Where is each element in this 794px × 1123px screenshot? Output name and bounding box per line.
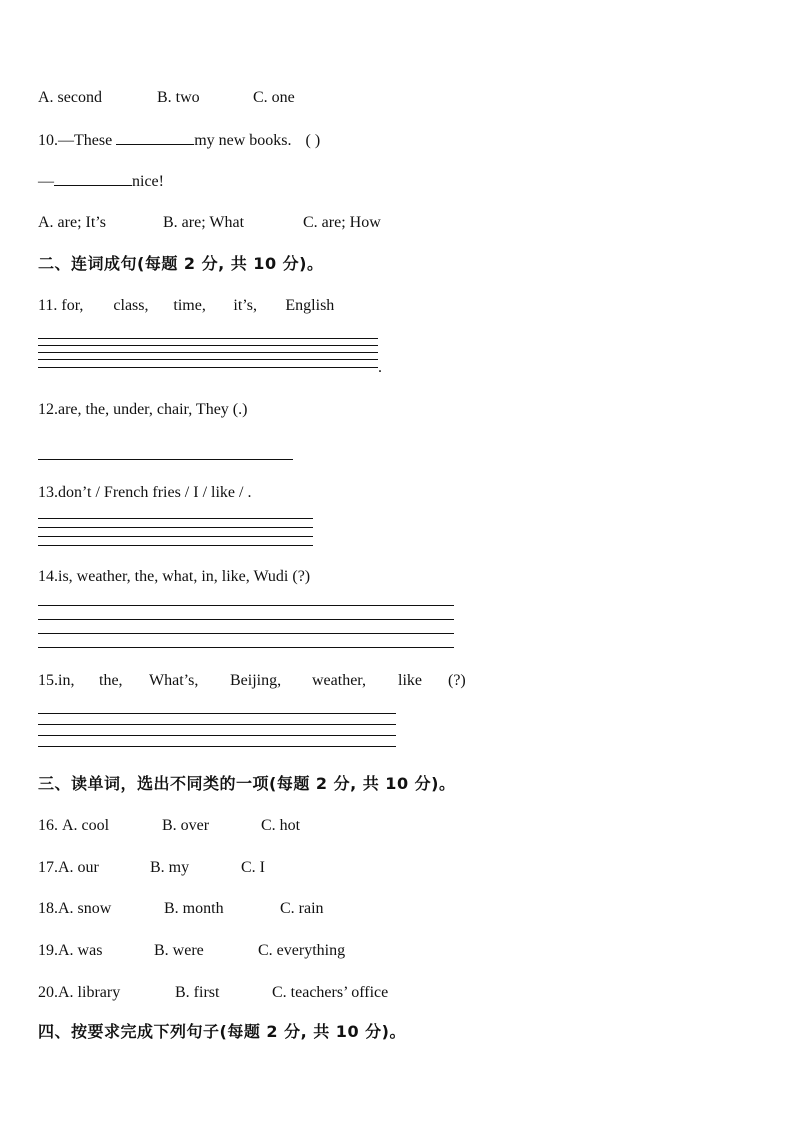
q11-answer-line	[38, 352, 378, 353]
q10-option-b: B. are; What	[163, 214, 245, 231]
q15-word: What’s,	[149, 672, 199, 689]
section4-title: 四、按要求完成下列句子(每题 2 分, 共 10 分)。	[38, 1022, 406, 1041]
q10-response	[38, 171, 164, 192]
q12-answer-line	[38, 459, 293, 460]
q19-number: 19.	[38, 942, 58, 959]
q17-option-c: C. I	[241, 859, 265, 876]
q18-number: 18.	[38, 900, 58, 917]
q13-words	[38, 483, 251, 503]
q16-option-a: A. cool	[62, 817, 110, 834]
q20-option-c: C. teachers’ office	[272, 984, 389, 1001]
q11-answer-line	[38, 359, 378, 360]
q20-option-a: A. library	[58, 984, 121, 1001]
q11-word: class,	[113, 297, 149, 314]
section2-title: 二、连词成句(每题 2 分, 共 10 分)。	[38, 254, 324, 273]
q11-word: for,	[61, 297, 84, 314]
q13-answer-line	[38, 518, 313, 519]
q13-answer-line	[38, 545, 313, 546]
q14-answer-line	[38, 633, 454, 634]
q10-option-a: A. are; It’s	[38, 214, 106, 231]
q18-option-b: B. month	[164, 900, 224, 917]
section3-title: 三、读单词，选出不同类的一项(每题 2 分, 共 10 分)。	[38, 774, 456, 793]
q9-option-b: B. two	[157, 89, 200, 106]
q20-row	[38, 983, 388, 1003]
q20-number: 20.	[38, 984, 58, 1001]
q18-option-c: C. rain	[280, 900, 324, 917]
q15-answer-line	[38, 746, 396, 747]
q18-option-a: A. snow	[58, 900, 112, 917]
q16-number: 16.	[38, 817, 58, 834]
q15-word: in,	[58, 672, 75, 689]
q10-option-c: C. are; How	[303, 214, 381, 231]
q16-row	[38, 816, 300, 836]
q19-option-a: A. was	[58, 942, 103, 959]
q17-option-a: A. our	[58, 859, 99, 876]
q10-answer-paren: ( )	[305, 132, 321, 149]
q13-word-list: don’t / French fries / I / like / .	[58, 484, 252, 501]
q17-option-b: B. my	[150, 859, 190, 876]
q14-number: 14.	[38, 568, 58, 585]
q10-prefix: 10.—These	[38, 132, 117, 149]
q17-number: 17.	[38, 859, 58, 876]
q19-option-c: C. everything	[258, 942, 346, 959]
q15-word: (?)	[448, 672, 466, 689]
q19-row	[38, 941, 345, 961]
q10-blank-1	[116, 130, 194, 145]
q13-answer-line	[38, 527, 313, 528]
q9-options	[38, 88, 295, 108]
q11-number: 11.	[38, 297, 58, 314]
q11-word: it’s,	[233, 297, 257, 314]
q15-answer-line	[38, 713, 396, 714]
q15-word: like	[398, 672, 422, 689]
q19-option-b: B. were	[154, 942, 204, 959]
q12-number: 12.	[38, 401, 58, 418]
q15-answer-line	[38, 735, 396, 736]
q17-row	[38, 858, 265, 878]
q15-word: Beijing,	[230, 672, 282, 689]
q15-words	[38, 671, 466, 691]
q9-option-c: C. one	[253, 89, 295, 106]
q9-option-a: A. second	[38, 89, 102, 106]
q15-answer-line	[38, 724, 396, 725]
q11-answer-line	[38, 338, 378, 339]
q11-words	[38, 296, 334, 316]
q10-stem	[38, 130, 320, 151]
q11-answer-line	[38, 345, 378, 346]
q16-option-c: C. hot	[261, 817, 301, 834]
q15-number: 15.	[38, 672, 58, 689]
q10-line2-suffix: nice!	[132, 173, 164, 190]
q12-word-list: are, the, under, chair, They (.)	[58, 401, 248, 418]
q10-blank-2	[54, 171, 132, 186]
q13-number: 13.	[38, 484, 58, 501]
q20-option-b: B. first	[175, 984, 220, 1001]
q10-suffix: my new books.	[194, 132, 292, 149]
q11-word: time,	[173, 297, 206, 314]
q14-answer-line	[38, 647, 454, 648]
q10-options	[38, 213, 381, 233]
q15-word: weather,	[312, 672, 366, 689]
q13-answer-line	[38, 536, 313, 537]
q18-row	[38, 899, 324, 919]
q12-words	[38, 400, 247, 420]
q14-words	[38, 567, 310, 587]
q14-answer-line	[38, 605, 454, 606]
q11-period: .	[378, 359, 382, 376]
q11-answer-line	[38, 367, 378, 368]
q14-word-list: is, weather, the, what, in, like, Wudi (?)	[58, 568, 311, 585]
q11-word: English	[285, 297, 335, 314]
q15-word: the,	[99, 672, 123, 689]
q16-option-b: B. over	[162, 817, 210, 834]
q14-answer-line	[38, 619, 454, 620]
q10-dash: —	[38, 173, 54, 190]
